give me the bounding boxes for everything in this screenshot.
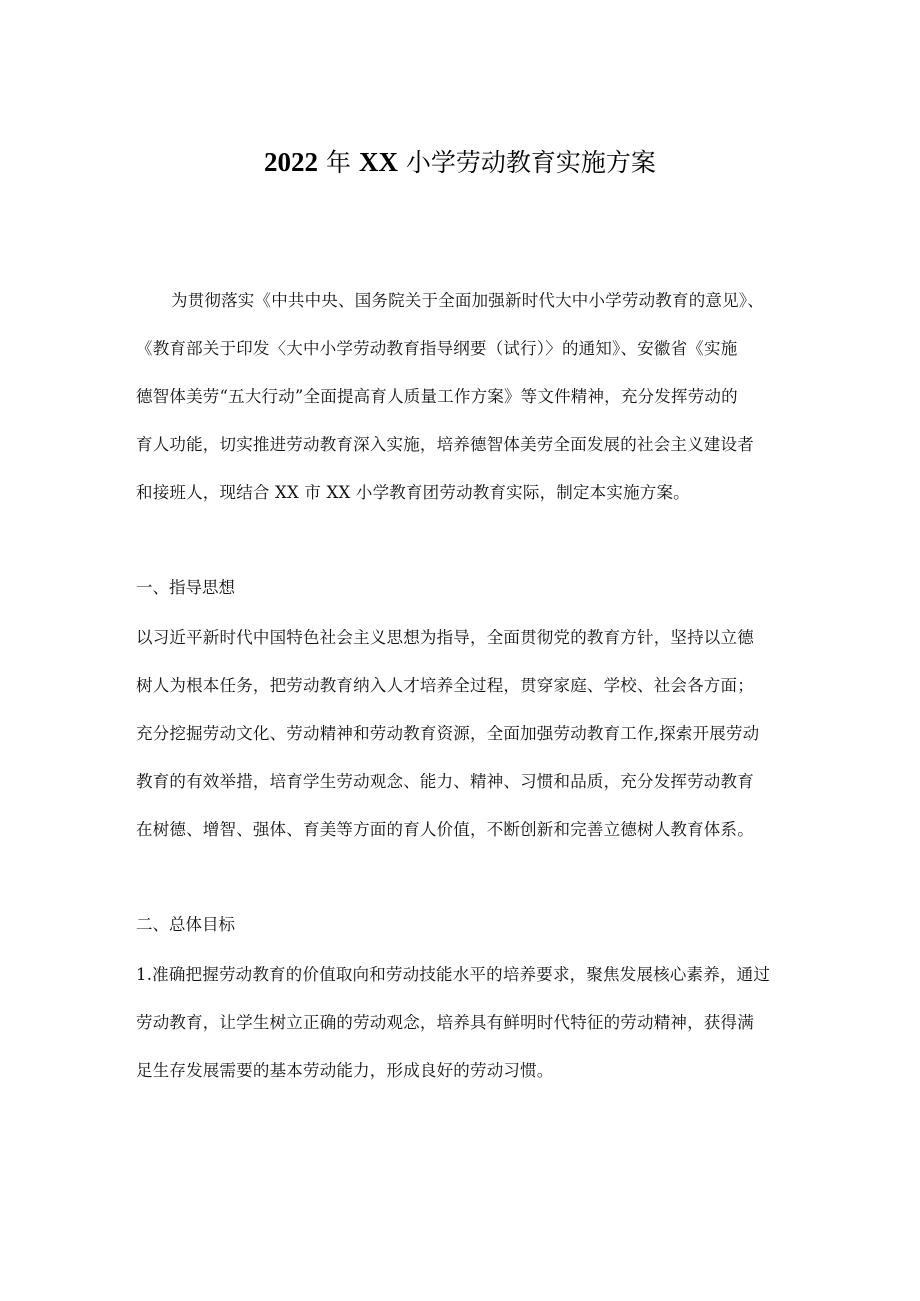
section-line: 以习近平新时代中国特色社会主义思想为指导，全面贯彻党的教育方针，坚持以立德 (136, 628, 754, 647)
section-line: 树人为根本任务，把劳动教育纳入人才培养全过程，贯穿家庭、学校、社会各方面； (136, 676, 754, 695)
section-line: 教育的有效举措，培育学生劳动观念、能力、精神、习惯和品质，充分发挥劳动教育 (136, 772, 754, 791)
intro-line: 为贯彻落实《中共中央、国务院关于全面加强新时代大中小学劳动教育的意见》、 (171, 291, 764, 310)
title-year: 2022 (264, 147, 319, 177)
intro-line: 《教育部关于印发〈大中小学劳动教育指导纲要（试行）〉的通知》、安徽省《实施 (136, 339, 738, 358)
section-line: 足生存发展需要的基本劳动能力，形成良好的劳动习惯。 (136, 1061, 554, 1080)
section-line: 在树德、增智、强体、育美等方面的育人价值，不断创新和完善立德树人教育体系。 (136, 820, 754, 839)
intro-line: 和接班人，现结合 XX 市 XX 小学教育团劳动教育实际，制定本实施方案。 (136, 483, 690, 502)
title-main: 小学劳动教育实施方案 (405, 148, 656, 177)
section-heading-guiding-ideology: 一、指导思想 (136, 578, 235, 597)
title-year-char: 年 (326, 148, 352, 177)
document-title (0, 144, 920, 181)
section-line: 充分挖掘劳动文化、劳动精神和劳动教育资源，全面加强劳动教育工作,探索开展劳动 (136, 724, 760, 743)
section-line: 劳动教育，让学生树立正确的劳动观念，培养具有鲜明时代特征的劳动精神，获得满 (136, 1013, 754, 1032)
section-heading-overall-goals: 二、总体目标 (136, 915, 235, 934)
intro-line: 德智体美劳“五大行动”全面提高育人质量工作方案》等文件精神，充分发挥劳动的 (136, 387, 738, 406)
intro-line: 育人功能，切实推进劳动教育深入实施，培养德智体美劳全面发展的社会主义建设者 (136, 435, 754, 454)
title-placeholder-xx: XX (358, 147, 398, 177)
section-line: 1.准确把握劳动教育的价值取向和劳动技能水平的培养要求，聚焦发展核心素养，通过 (136, 965, 771, 984)
